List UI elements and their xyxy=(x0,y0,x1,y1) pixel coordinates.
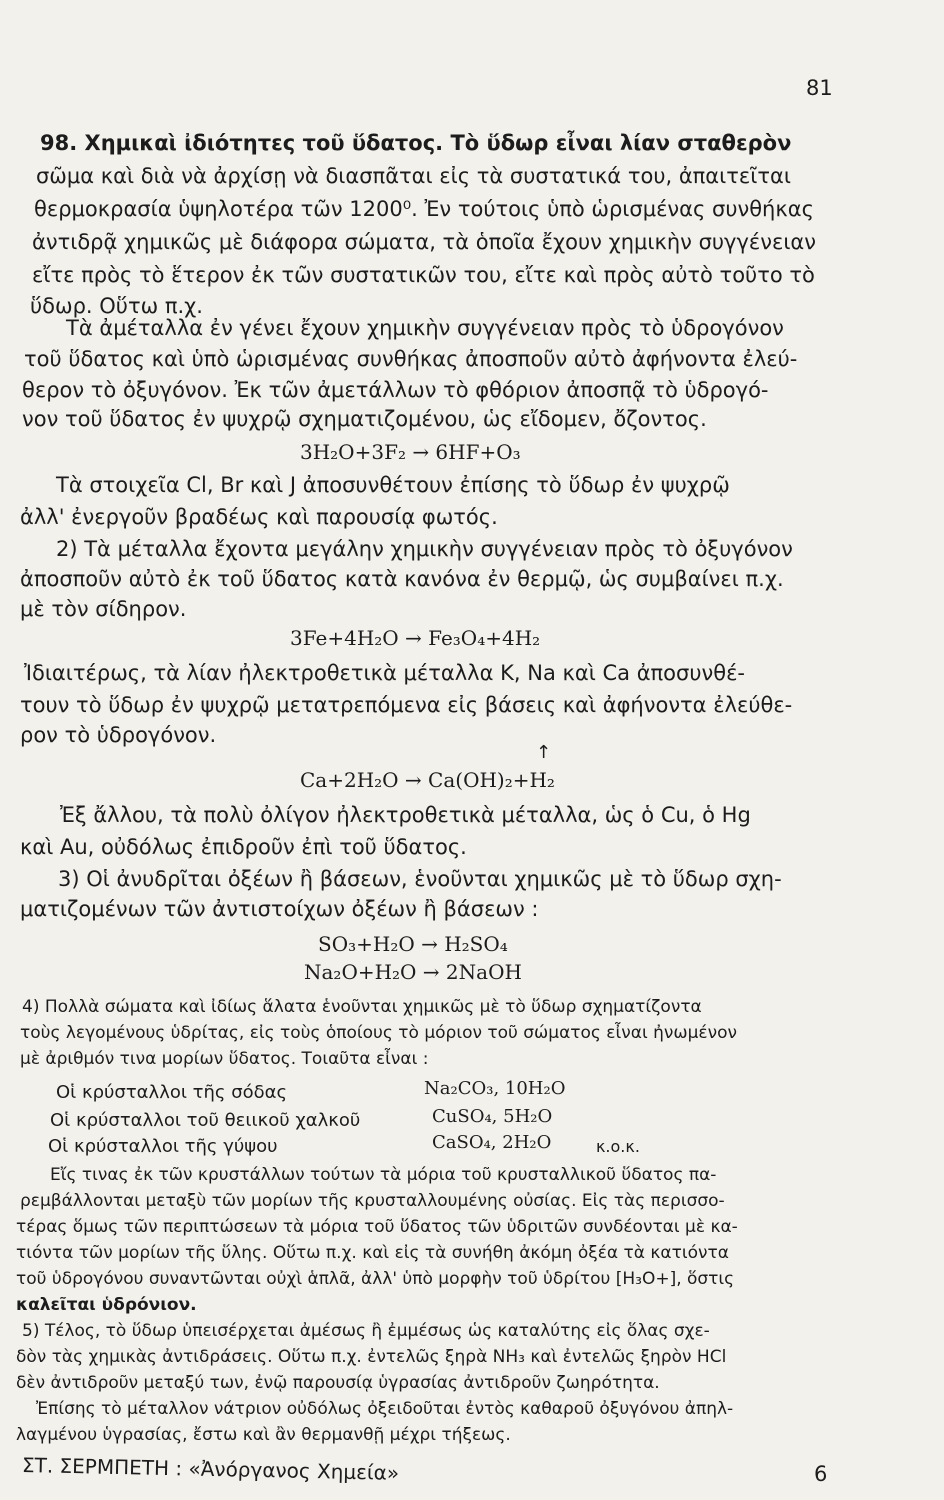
text-line: Τὰ ἀμέταλλα ἐν γένει ἔχουν χημικὴν συγγένειαν πρὸς τὸ ὑδρογόνον xyxy=(66,316,784,340)
footer-author-title: ΣΤ. ΣΕΡΜΠΕΤΗ : «Ἀνόργανος Χημεία» xyxy=(21,1453,400,1485)
table-row xyxy=(56,1080,287,1106)
text-line: 3) Οἱ ἀνυδρῖται ὀξέων ἢ βάσεων, ἑνοῦνται χημικῶς μὲ τὸ ὕδωρ σχη- xyxy=(58,867,782,891)
table-cell-name: Οἱ κρύσταλλοι τῆς γύψου xyxy=(48,1136,278,1157)
text-line: 4) Πολλὰ σώματα καὶ ἰδίως ἅλατα ἑνοῦνται χημικῶς μὲ τὸ ὕδωρ σχηματίζοντα xyxy=(22,997,702,1017)
text-line: θερμοκρασία ὑψηλοτέρα τῶν 1200⁰. Ἐν τούτοις ὑπὸ ὡρισμένας συνθήκας xyxy=(34,197,814,221)
text-line: τουν τὸ ὕδωρ ἐν ψυχρῷ μετατρεπόμενα εἰς βάσεις καὶ ἀφήνοντα ἐλεύθε- xyxy=(20,693,793,717)
page-number: 81 xyxy=(806,76,833,100)
text-line: 5) Τέλος, τὸ ὕδωρ ὑπεισέρχεται ἀμέσως ἢ ἐμμέσως ὡς καταλύτης εἰς ὅλας σχε- xyxy=(22,1321,710,1341)
text-line: θερον τὸ ὀξυγόνον. Ἐκ τῶν ἀμετάλλων τὸ φθόριον ἀποσπᾷ τὸ ὑδρογό- xyxy=(22,378,769,402)
text-line: Τὰ στοιχεῖα Cl, Br καὶ J ἀποσυνθέτουν ἐπίσης τὸ ὕδωρ ἐν ψυχρῷ xyxy=(56,473,730,497)
table-cell-name: Οἱ κρύσταλλοι τοῦ θειικοῦ χαλκοῦ xyxy=(50,1110,361,1131)
text-line: ἀντιδρᾷ χημικῶς μὲ διάφορα σώματα, τὰ ὁποῖα ἔχουν χημικὴν συγγένειαν xyxy=(32,230,816,254)
footer-sheet-number: 6 xyxy=(814,1462,828,1486)
text-line: ματιζομένων τῶν ἀντιστοίχων ὀξέων ἢ βάσεων : xyxy=(20,897,539,921)
equation: Ca+2H₂O → Ca(OH)₂+H₂ xyxy=(300,768,555,792)
text-line: ἀλλ' ἐνεργοῦν βραδέως καὶ παρουσίᾳ φωτός. xyxy=(20,505,498,529)
text-line: Εἴς τινας ἐκ τῶν κρυστάλλων τούτων τὰ μόρια τοῦ κρυσταλλικοῦ ὕδατος πα- xyxy=(50,1165,717,1185)
equation: 3H₂O+3F₂ → 6HF+O₃ xyxy=(300,440,521,464)
text-line: μὲ ἀριθμόν τινα μορίων ὕδατος. Τοιαῦτα εἶναι : xyxy=(20,1049,429,1069)
table-row xyxy=(50,1108,360,1134)
text-line: εἴτε πρὸς τὸ ἕτερον ἐκ τῶν συστατικῶν του, εἴτε καὶ πρὸς αὐτὸ τοῦτο τὸ xyxy=(32,263,815,287)
text-line: ρον τὸ ὑδρογόνον. xyxy=(20,723,217,747)
text-line: ρεμβάλλονται μεταξὺ τῶν μορίων τῆς κρυσταλλουμένης οὐσίας. Εἰς τὰς περισσο- xyxy=(20,1191,725,1211)
equation: 3Fe+4H₂O → Fe₃O₄+4H₂ xyxy=(290,626,541,650)
table-suffix: κ.ο.κ. xyxy=(596,1137,640,1156)
text-line: 2) Τὰ μέταλλα ἔχοντα μεγάλην χημικὴν συγγένειαν πρὸς τὸ ὀξυγόνον xyxy=(56,537,793,561)
text-line: τοὺς λεγομένους ὑδρίτας, εἰς τοὺς ὁποίους τὸ μόριον τοῦ σώματος εἶναι ἠνωμένον xyxy=(20,1023,738,1043)
text-line: δὸν τὰς χημικὰς ἀντιδράσεις. Οὕτω π.χ. ἐντελῶς ξηρὰ NH₃ καὶ ἐντελῶς ξηρὸν HCl xyxy=(16,1347,727,1367)
text-line: Ἐπίσης τὸ μέταλλον νάτριον οὐδόλως ὀξειδοῦται ἐντὸς καθαροῦ ὀξυγόνου ἀπηλ- xyxy=(36,1399,734,1419)
text-line: σῶμα καὶ διὰ νὰ ἀρχίσῃ νὰ διασπᾶται εἰς τὰ συστατικά του, ἀπαιτεῖται xyxy=(36,164,791,188)
table-cell-formula: CaSO₄, 2H₂O xyxy=(432,1132,552,1153)
text-line: καλεῖται ὑδρόνιον. xyxy=(16,1295,197,1315)
text-line: λαγμένου ὑγρασίας, ἔστω καὶ ἂν θερμανθῇ μέχρι τήξεως. xyxy=(16,1425,511,1445)
text-line: ἀποσποῦν αὐτὸ ἐκ τοῦ ὕδατος κατὰ κανόνα ἐν θερμῷ, ὡς συμβαίνει π.χ. xyxy=(20,567,784,591)
text-line: τέρας ὅμως τῶν περιπτώσεων τὰ μόρια τοῦ ὕδατος τῶν ὑδριτῶν συνδέονται μὲ κα- xyxy=(16,1217,738,1237)
table-cell-formula: CuSO₄, 5H₂O xyxy=(432,1106,553,1127)
table-cell-formula: Na₂CO₃, 10H₂O xyxy=(424,1078,566,1099)
text-line: τοῦ ὕδατος καὶ ὑπὸ ὡρισμένας συνθήκας ἀποσποῦν αὐτὸ ἀφήνοντα ἐλεύ- xyxy=(24,347,798,371)
text-line: τοῦ ὑδρογόνου συναντῶνται οὐχὶ ἁπλᾶ, ἀλλ' ὑπὸ μορφὴν τοῦ ὑδρίτου [H₃O+], ὅστις xyxy=(16,1269,735,1289)
table-row xyxy=(48,1134,278,1160)
text-line: νον τοῦ ὕδατος ἐν ψυχρῷ σχηματιζομένου, ὡς εἴδομεν, ὄζοντος. xyxy=(22,407,707,431)
text-line: μὲ τὸν σίδηρον. xyxy=(20,597,187,621)
text-line: Ἐξ ἄλλου, τὰ πολὺ ὀλίγον ἠλεκτροθετικὰ μέταλλα, ὡς ὁ Cu, ὁ Hg xyxy=(60,803,751,827)
text-line: δὲν ἀντιδροῦν μεταξύ των, ἐνῷ παρουσίᾳ ὑγρασίας ἀντιδροῦν ζωηρότητα. xyxy=(16,1373,660,1393)
text-line: 98. Χημικαὶ ἰδιότητες τοῦ ὕδατος. Τὸ ὕδωρ εἶναι λίαν σταθερὸν xyxy=(40,131,792,155)
equation: SO₃+H₂O → H₂SO₄ xyxy=(318,932,508,956)
text-line: ὕδωρ. Οὕτω π.χ. xyxy=(30,294,203,318)
text-line: Ἰδιαιτέρως, τὰ λίαν ἠλεκτροθετικὰ μέταλλα K, Na καὶ Ca ἀποσυνθέ- xyxy=(24,661,745,685)
equation: Na₂O+H₂O → 2NaOH xyxy=(304,960,522,984)
table-cell-name: Οἱ κρύσταλλοι τῆς σόδας xyxy=(56,1082,288,1103)
arrow-up-icon: ↑ xyxy=(536,742,552,763)
text-line: τιόντα τῶν μορίων τῆς ὕλης. Οὕτω π.χ. καὶ εἰς τὰ συνήθη ἀκόμη ὀξέα τὰ κατιόντα xyxy=(16,1243,729,1263)
text-line: καὶ Au, οὐδόλως ἐπιδροῦν ἐπὶ τοῦ ὕδατος. xyxy=(20,835,467,859)
